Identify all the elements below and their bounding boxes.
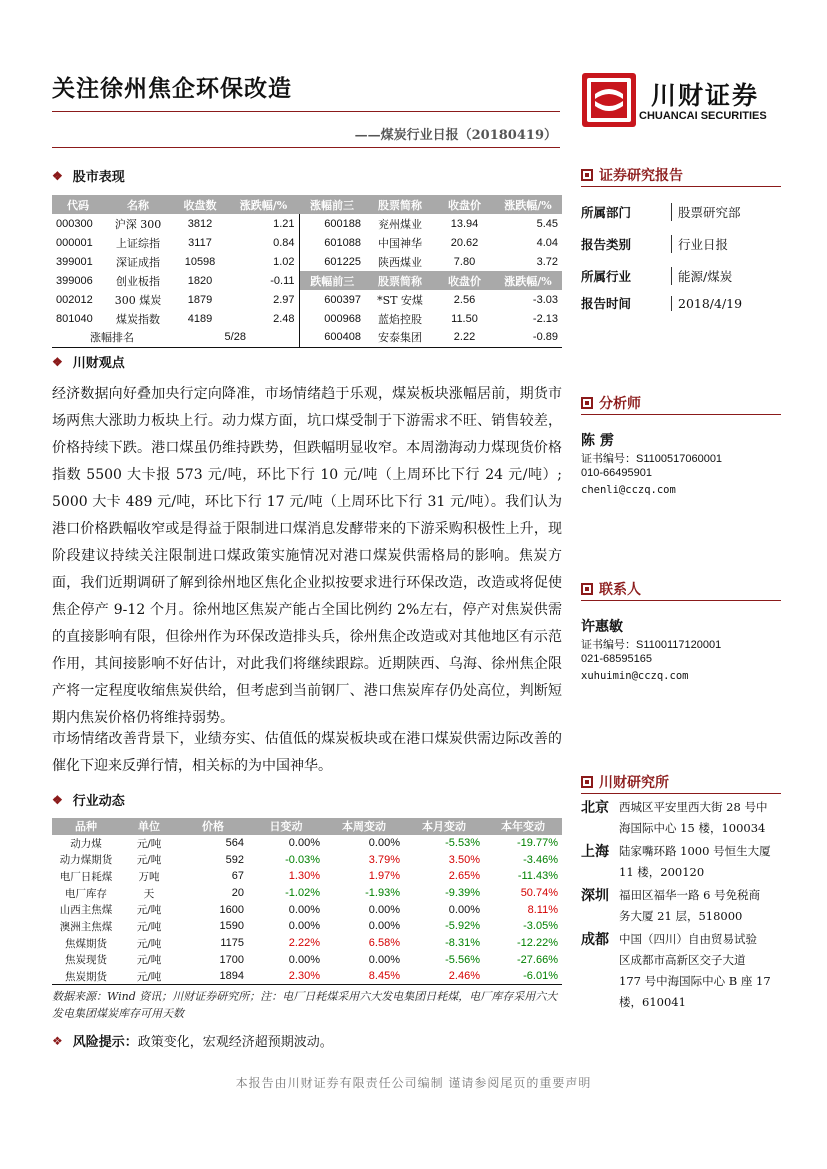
table-cell: 陕西煤业 xyxy=(378,255,422,269)
table-cell: 601088 xyxy=(299,233,365,252)
table-cell: -6.01% xyxy=(523,970,558,983)
table-cell: 3.72 xyxy=(536,255,558,268)
table-cell: 1.97% xyxy=(368,870,400,883)
table-cell: 0.00% xyxy=(368,903,400,916)
table-cell: *ST 安煤 xyxy=(377,293,423,307)
table-cell: 万吨 xyxy=(138,870,160,883)
table-cell: 2.56 xyxy=(453,293,476,306)
table-row xyxy=(52,214,562,233)
table-cell: -5.92% xyxy=(445,920,480,933)
institute-title: 川财研究所 xyxy=(599,775,669,791)
table-cell: 2.65% xyxy=(448,870,480,883)
table-cell: 801040 xyxy=(56,312,93,325)
table-cell: -12.22% xyxy=(517,937,558,950)
table-cell: -2.13 xyxy=(532,312,558,325)
office-city: 深圳 xyxy=(581,888,609,904)
table-cell: 元/吨 xyxy=(136,920,162,933)
table-cell: 1820 xyxy=(187,274,213,287)
info-key: 报告类别 xyxy=(581,237,632,252)
office-address xyxy=(619,885,760,927)
table-cell: 电厂库存 xyxy=(65,887,107,900)
analyst-email[interactable]: chenli@cczq.com xyxy=(581,484,676,496)
table-cell: 8.11% xyxy=(527,903,558,916)
info-row xyxy=(581,260,781,292)
address-line: 中国（四川）自由贸易试验 xyxy=(619,932,757,946)
office-item xyxy=(581,797,781,839)
info-key: 报告时间 xyxy=(581,296,632,311)
diamond-bullet-icon: ❖ xyxy=(52,354,63,369)
info-value: 2018/4/19 xyxy=(671,296,742,311)
table-cell: 焦煤期货 xyxy=(65,937,107,950)
table-cell: -0.03% xyxy=(285,853,320,866)
table-cell: 0.00% xyxy=(288,903,320,916)
market-header-row xyxy=(52,195,562,214)
data-source-note: 数据来源：Wind 资讯；川财证券研究所；注：电厂日耗煤采用六大发电集团日耗煤，电厂库存采用六大发电集团煤炭库存可用天数 xyxy=(52,990,558,1020)
table-cell: 沪深 300 xyxy=(114,217,162,231)
table-header: 本年变动 xyxy=(484,818,562,835)
table-cell: -11.43% xyxy=(517,870,558,883)
industry-section-heading xyxy=(52,790,125,809)
table-row xyxy=(52,935,562,952)
office-address xyxy=(619,929,771,1013)
contact-phone: 021-68595165 xyxy=(581,653,652,665)
office-address xyxy=(619,841,771,883)
table-cell: 元/吨 xyxy=(136,970,162,983)
table-cell: -8.31% xyxy=(445,937,480,950)
table-row xyxy=(52,835,562,852)
table-row xyxy=(52,868,562,885)
contact-email[interactable]: xuhuimin@cczq.com xyxy=(581,670,689,682)
table-cell: 000300 xyxy=(56,217,93,230)
table-cell: 动力煤期货 xyxy=(59,854,113,867)
table-cell: 2.30% xyxy=(288,970,320,983)
table-cell: 1.02 xyxy=(273,255,295,268)
rank-label: 涨幅排名 xyxy=(90,331,134,345)
table-cell: 中国神华 xyxy=(378,236,422,250)
industry-section-title: 行业动态 xyxy=(72,794,125,809)
table-cell: 13.94 xyxy=(450,217,479,230)
address-line: 陆家嘴环路 1000 号恒生大厦 xyxy=(619,844,771,858)
contact-name: 许惠敏 xyxy=(581,619,623,635)
table-cell: 2.48 xyxy=(273,312,295,325)
table-cell: 0.00% xyxy=(368,837,400,850)
office-city: 成都 xyxy=(581,932,609,948)
table-header: 品种 xyxy=(52,818,120,835)
table-cell: 天 xyxy=(143,887,155,900)
table-row xyxy=(52,328,562,347)
table-cell: 4189 xyxy=(187,312,213,325)
info-row xyxy=(581,292,781,314)
contact-title: 联系人 xyxy=(599,582,641,598)
table-cell: 1.21 xyxy=(273,217,295,230)
table-cell: 元/吨 xyxy=(136,837,162,850)
table-cell: 592 xyxy=(225,853,244,866)
diamond-bullet-icon: ❖ xyxy=(52,168,63,183)
square-bullet-icon xyxy=(581,169,593,181)
table-cell: 600408 xyxy=(299,328,365,347)
table-cell: 601225 xyxy=(299,252,365,271)
table-cell: 0.84 xyxy=(273,236,295,249)
address-line: 区成都市高新区交子大道 xyxy=(619,953,746,967)
office-city: 北京 xyxy=(581,800,609,816)
table-cell: 399001 xyxy=(56,255,93,268)
info-row xyxy=(581,196,781,228)
contact-card xyxy=(581,616,781,687)
table-cell: -1.93% xyxy=(365,887,400,900)
table-row xyxy=(52,968,562,985)
address-line: 177 号中海国际中心 B 座 17 xyxy=(619,974,771,988)
sidebar-divider xyxy=(581,414,781,415)
table-header: 价格 xyxy=(178,818,248,835)
square-bullet-icon xyxy=(581,776,593,788)
risk-text: 政策变化，宏观经济超预期波动。 xyxy=(137,1035,333,1050)
table-cell: 澳洲主焦煤 xyxy=(59,920,113,933)
table-cell: -19.77% xyxy=(517,837,558,850)
table-row xyxy=(52,290,562,309)
table-cell: 002012 xyxy=(56,293,93,306)
table-cell: 8.45% xyxy=(368,970,400,983)
sidebar-divider xyxy=(581,793,781,794)
table-cell: 3.50% xyxy=(448,853,480,866)
table-header: 涨幅前三 xyxy=(299,195,365,214)
table-cell: 0.00% xyxy=(368,953,400,966)
sidebar-divider xyxy=(581,600,781,601)
table-cell: 4.04 xyxy=(536,236,558,249)
info-value: 股票研究部 xyxy=(671,203,741,221)
view-paragraph-2: 市场情绪改善背景下，业绩夯实、估值低的煤炭板块或在港口煤炭供需边际改善的催化下迎来反弹行情，相关标的为中国神华。 xyxy=(52,731,562,774)
table-header: 名称 xyxy=(104,195,172,214)
table-cell: 2.46% xyxy=(448,970,480,983)
institute-heading xyxy=(581,772,669,792)
view-paragraph-1: 经济数据向好叠加央行定向降准，市场情绪趋于乐观，煤炭板块涨幅居前，期货市场两焦大涨助力板块上行。动力煤方面，坑口煤受制于下游需求不旺、销售较差，价格持续下跌。港口煤虽仍维持跌势，但跌幅明显收窄。本周渤海动力煤现货价格指数 5500 大卡报 573 元/吨，环比下行 10 元/吨（上周环比下行 24 元/吨）; 5000 大卡 489 元/吨，环比下行 17 元/吨（上周环比下行 31 元/吨）。我们认为港口价格跌幅收窄或是得益于限制进口煤消息发酵带来的下游采购积极性上升，现阶段建议持续关注限制进口煤政策实施情况对港口煤炭供需格局的影响。焦炭方面，我们近期调研了解到徐州地区焦化企业拟按要求进行环保改造，改造或将促使焦企停产 9-12 个月。徐州地区焦炭产能占全国比例约 2%左右，停产对焦炭供需的直接影响有限，但徐州作为环保改造排头兵，徐州焦企改造或对其他地区有示范作用，其间接影响不好估计，对此我们将继续跟踪。近期陕西、乌海、徐州焦企限产将一定程度收缩焦炭供给，但考虑到当前钢厂、港口焦炭库存仍处高位，判断短期内焦炭价格仍将维持弱势。 xyxy=(52,386,562,726)
industry-table xyxy=(52,818,562,985)
table-cell: 3117 xyxy=(188,236,212,249)
analyst-name: 陈 雳 xyxy=(581,433,614,449)
square-bullet-icon xyxy=(581,583,593,595)
table-row xyxy=(52,851,562,868)
table-cell: -3.03 xyxy=(532,293,558,306)
contact-cert: 证书编号：S1100117120001 xyxy=(581,639,722,651)
subtitle-divider xyxy=(52,147,560,148)
table-cell: 元/吨 xyxy=(136,904,162,917)
risk-warning xyxy=(52,1031,333,1050)
logo-chinese-name: 川财证券 xyxy=(651,81,760,110)
table-cell: 创业板指 xyxy=(116,274,160,288)
info-value: 能源/煤炭 xyxy=(671,267,732,285)
table-cell: 564 xyxy=(225,837,244,850)
report-type-heading xyxy=(581,165,683,185)
table-cell: 000001 xyxy=(56,236,93,249)
table-cell: 焦炭现货 xyxy=(65,954,107,967)
address-line: 务大厦 21 层，518000 xyxy=(619,909,743,923)
table-cell: -0.11 xyxy=(270,274,295,287)
table-row xyxy=(52,952,562,969)
table-cell: 20 xyxy=(231,887,244,900)
table-header: 单位 xyxy=(120,818,178,835)
office-item xyxy=(581,929,781,1013)
table-cell: -27.66% xyxy=(517,953,558,966)
table-cell: 600397 xyxy=(299,290,365,309)
table-cell: 11.50 xyxy=(451,312,478,325)
table-header: 收盘价 xyxy=(435,271,494,290)
table-header: 代码 xyxy=(52,195,104,214)
table-header: 涨跌幅/% xyxy=(228,195,299,214)
report-subtitle: ——煤炭行业日报（20180419） xyxy=(354,128,557,143)
table-header: 日变动 xyxy=(248,818,324,835)
analyst-card xyxy=(581,430,781,501)
table-header: 涨跌幅/% xyxy=(494,195,562,214)
address-line: 福田区福华一路 6 号免税商 xyxy=(619,888,761,902)
analyst-title: 分析师 xyxy=(599,396,641,412)
info-key: 所属行业 xyxy=(581,269,632,284)
table-cell: -0.89 xyxy=(532,331,558,344)
table-cell: 山西主焦煤 xyxy=(59,904,113,917)
logo-english-name: CHUANCAI SECURITIES xyxy=(639,110,767,122)
table-cell: 0.00% xyxy=(448,903,480,916)
table-header: 收盘价 xyxy=(435,195,494,214)
title-divider xyxy=(52,111,560,112)
office-list xyxy=(581,797,781,1013)
office-item xyxy=(581,841,781,883)
office-item xyxy=(581,885,781,927)
table-header: 涨跌幅/% xyxy=(494,271,562,290)
table-cell: 3.79% xyxy=(368,853,400,866)
info-row xyxy=(581,228,781,260)
address-line: 海国际中心 15 楼，100034 xyxy=(619,821,766,835)
info-value: 行业日报 xyxy=(671,235,728,253)
office-city: 上海 xyxy=(581,844,609,860)
risk-label: 风险提示： xyxy=(72,1035,138,1050)
market-section-heading xyxy=(52,166,125,185)
address-line: 西城区平安里西大街 28 号中 xyxy=(619,800,768,814)
info-key: 所属部门 xyxy=(581,205,632,220)
table-cell: 2.22% xyxy=(288,937,320,950)
analyst-heading xyxy=(581,393,641,413)
table-cell: 67 xyxy=(231,870,244,883)
table-cell: 1.30% xyxy=(288,870,320,883)
table-cell: 5.45 xyxy=(536,217,558,230)
table-cell: 兖州煤业 xyxy=(378,217,422,231)
office-address xyxy=(619,797,767,839)
table-cell: 动力煤 xyxy=(70,837,102,850)
table-cell: 1879 xyxy=(187,293,213,306)
table-cell: 安泰集团 xyxy=(378,331,422,345)
table-cell: 元/吨 xyxy=(136,854,162,867)
analyst-phone: 010-66495901 xyxy=(581,467,652,479)
table-row xyxy=(52,885,562,902)
table-header: 跌幅前三 xyxy=(299,271,365,290)
square-bullet-icon xyxy=(581,397,593,409)
view-section-heading xyxy=(52,352,125,371)
contact-heading xyxy=(581,579,641,599)
table-cell: 焦炭期货 xyxy=(65,970,107,983)
table-cell: -3.46% xyxy=(523,853,558,866)
table-cell: 1600 xyxy=(219,903,244,916)
table-cell: 0.00% xyxy=(368,920,400,933)
view-section-title: 川财观点 xyxy=(72,356,125,371)
table-cell: 0.00% xyxy=(288,953,320,966)
table-cell: 上证综指 xyxy=(116,236,160,250)
report-info-list xyxy=(581,196,781,314)
table-cell: 399006 xyxy=(56,274,93,287)
diamond-bullet-icon: ❖ xyxy=(52,792,63,807)
table-cell: 50.74% xyxy=(520,887,558,900)
table-cell: -1.02% xyxy=(285,887,320,900)
page-footer: 本报告由川财证券有限责任公司编制 谨请参阅尾页的重要声明 xyxy=(235,1076,592,1090)
table-cell: 1700 xyxy=(219,953,244,966)
chuancai-logo-icon xyxy=(581,72,637,128)
table-cell: 3812 xyxy=(187,217,213,230)
table-cell: 20.62 xyxy=(450,236,479,249)
table-header: 股票简称 xyxy=(365,271,435,290)
report-title: 关注徐州焦企环保改造 xyxy=(52,75,292,102)
sidebar-divider xyxy=(581,186,781,187)
table-cell: 10598 xyxy=(184,255,216,268)
table-cell: 0.00% xyxy=(288,920,320,933)
table-cell: 0.00% xyxy=(288,837,320,850)
table-row xyxy=(52,309,562,328)
market-section-title: 股市表现 xyxy=(72,170,125,185)
table-cell: 1175 xyxy=(220,937,244,950)
table-header: 本周变动 xyxy=(324,818,404,835)
table-cell: -3.05% xyxy=(523,920,558,933)
table-cell: -5.56% xyxy=(445,953,480,966)
table-header: 股票简称 xyxy=(365,195,435,214)
table-cell: 2.97 xyxy=(273,293,295,306)
table-cell: 深证成指 xyxy=(116,255,160,269)
diamond-bullet-icon: ❖ xyxy=(52,1033,63,1048)
address-line: 楼，610041 xyxy=(619,995,686,1009)
industry-header-row xyxy=(52,818,562,835)
market-table xyxy=(52,195,562,348)
table-cell: 6.58% xyxy=(368,937,400,950)
report-type-title: 证券研究报告 xyxy=(599,168,683,184)
table-row xyxy=(52,901,562,918)
table-cell: 1590 xyxy=(219,920,244,933)
table-cell: -9.39% xyxy=(445,887,480,900)
table-cell: 煤炭指数 xyxy=(116,312,160,326)
table-row xyxy=(52,233,562,252)
table-cell: 000968 xyxy=(299,309,365,328)
table-row xyxy=(52,918,562,935)
table-cell: -5.53% xyxy=(445,837,480,850)
table-row xyxy=(52,271,562,290)
table-cell: 300 煤炭 xyxy=(114,293,162,307)
table-cell: 1894 xyxy=(219,970,244,983)
table-cell: 元/吨 xyxy=(136,954,162,967)
table-cell: 600188 xyxy=(299,214,365,233)
table-row xyxy=(52,252,562,271)
analyst-cert: 证书编号：S1100517060001 xyxy=(581,453,723,465)
table-cell: 蓝焰控股 xyxy=(378,312,422,326)
table-cell: 2.22 xyxy=(453,331,476,344)
company-logo xyxy=(581,70,781,130)
rank-value: 5/28 xyxy=(224,331,246,344)
table-header: 本月变动 xyxy=(404,818,484,835)
table-cell: 元/吨 xyxy=(136,937,162,950)
table-cell: 电厂日耗煤 xyxy=(59,870,113,883)
table-cell: 7.80 xyxy=(453,255,476,268)
table-header: 收盘数 xyxy=(172,195,228,214)
address-line: 11 楼，200120 xyxy=(619,865,705,879)
